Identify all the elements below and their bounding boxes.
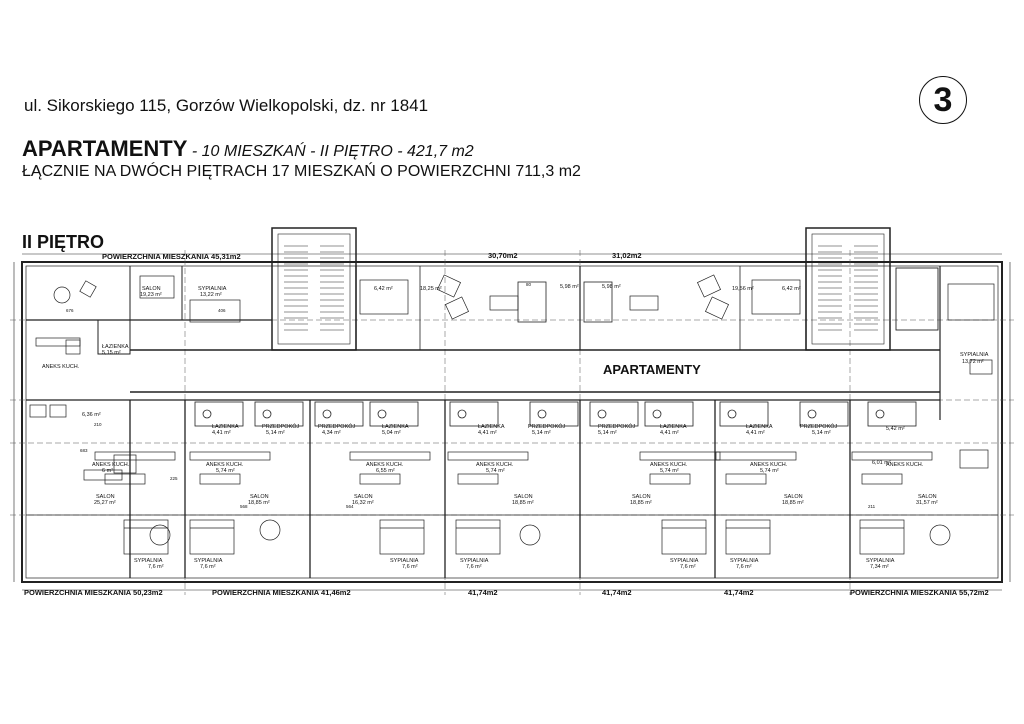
kitchen-counter (716, 452, 796, 460)
room-area: 6,42 m² (782, 286, 801, 292)
room-label: ANEKS KUCH. (92, 462, 130, 468)
room-area: 6,01 m² (872, 460, 891, 466)
area-label-bottom-2: POWIERZCHNIA MIESZKANIA 41,46m2 (212, 588, 351, 597)
dimension-label: 80 (526, 282, 532, 287)
room-label: SALON (142, 286, 161, 292)
room-area: 7,6 m² (148, 564, 164, 570)
kitchen-counter (852, 452, 932, 460)
area-label-top-center-left: 30,70m2 (488, 251, 518, 260)
room-area: 5,74 m² (216, 468, 235, 474)
room-label: SALON (632, 494, 651, 500)
bathroom-fixtures (315, 402, 363, 426)
room-area: 19,23 m² (140, 292, 162, 298)
room-area: 6,42 m² (374, 286, 393, 292)
room-label: ŁAZIENKA (212, 424, 239, 430)
bed (456, 520, 500, 554)
room-area: 4,41 m² (478, 430, 497, 436)
room-label: SYPIALNIA (134, 558, 163, 564)
bathroom-fixtures (720, 402, 768, 426)
room-area: 18,85 m² (248, 500, 270, 506)
room-area: 7,34 m² (870, 564, 889, 570)
room-area: 6 m² (102, 468, 113, 474)
dimension-label: 676 (66, 308, 74, 313)
room-area: 5,14 m² (532, 430, 551, 436)
room-label: ANEKS KUCH. (366, 462, 404, 468)
room-area: 7,6 m² (466, 564, 482, 570)
room-area: 18,85 m² (782, 500, 804, 506)
room-label: SALON (96, 494, 115, 500)
room-area: 5,98 m² (602, 284, 621, 290)
room-label: SYPIALNIA (194, 558, 223, 564)
kitchen-table (862, 474, 902, 484)
room-label: SALON (918, 494, 937, 500)
dimension-label: 406 (218, 308, 226, 313)
room-area: 4,34 m² (322, 430, 341, 436)
room-label: ŁAZIENKA (660, 424, 687, 430)
bathroom-fixtures (370, 402, 418, 426)
toilet (598, 410, 606, 418)
room-area: 5,15 m² (102, 350, 121, 356)
room-label: SALON (514, 494, 533, 500)
room-area: 5,74 m² (486, 468, 505, 474)
room-label: ŁAZIENKA (382, 424, 409, 430)
toilet (323, 410, 331, 418)
bed (726, 520, 770, 554)
dimension-label: 683 (80, 448, 88, 453)
floor-label: II PIĘTRO (22, 232, 105, 252)
toilet (876, 410, 884, 418)
kitchen-table (650, 474, 690, 484)
room-area: 7,6 m² (402, 564, 418, 570)
area-label-top-left: POWIERZCHNIA MIESZKANIA 45,31m2 (102, 252, 241, 261)
room-label: ŁAZIENKA (478, 424, 505, 430)
room-label: SYPIALNIA (730, 558, 759, 564)
kitchen-table (360, 474, 400, 484)
room-area: 5,98 m² (560, 284, 579, 290)
room-area: 13,22 m² (200, 292, 222, 298)
room-area: 18,25 m² (420, 286, 442, 292)
bathroom-fixtures (450, 402, 498, 426)
kitchen-counter (350, 452, 430, 460)
title-details: - 10 MIESZKAŃ - II PIĘTRO - 421,7 m2 (187, 143, 474, 160)
bathroom-fixtures (590, 402, 638, 426)
room-label: SYPIALNIA (960, 352, 989, 358)
address: ul. Sikorskiego 115, Gorzów Wielkopolski, dz. nr 1841 (24, 96, 429, 115)
toilet (808, 410, 816, 418)
room-label: ANEKS KUCH. (650, 462, 688, 468)
total-summary: ŁĄCZNIE NA DWÓCH PIĘTRACH 17 MIESZKAŃ O POWIERZCHNI 711,3 m2 (22, 163, 581, 180)
room-label: ANEKS KUCH. (750, 462, 788, 468)
room-area: 4,41 m² (212, 430, 231, 436)
room-label: ŁAZIENKA (102, 344, 129, 350)
kitchen-table (726, 474, 766, 484)
kitchen-counter (448, 452, 528, 460)
bed (190, 520, 234, 554)
room-area: 5,14 m² (598, 430, 617, 436)
title-main: APARTAMENTY (22, 136, 188, 161)
kitchen-counter (95, 452, 175, 460)
room-label: PRZEDPOKÓJ (800, 424, 838, 430)
room-label: SALON (250, 494, 269, 500)
room-area: 7,6 m² (200, 564, 216, 570)
room-area: 5,74 m² (660, 468, 679, 474)
room-label: ANEKS KUCH. (42, 364, 80, 370)
toilet (203, 410, 211, 418)
room-area: 6,55 m² (376, 468, 395, 474)
toilet (458, 410, 466, 418)
room-area: 5,14 m² (266, 430, 285, 436)
bed (860, 520, 904, 554)
room-label: PRZEDPOKÓJ (262, 424, 300, 430)
dimension-label: 210 (94, 422, 102, 427)
bed (662, 520, 706, 554)
toilet (263, 410, 271, 418)
toilet (378, 410, 386, 418)
room-label: PRZEDPOKÓJ (598, 424, 636, 430)
room-label: SYPIALNIA (198, 286, 227, 292)
room-label: SYPIALNIA (390, 558, 419, 564)
dimension-label: 564 (346, 504, 354, 509)
stair-tower-left (272, 228, 356, 350)
room-label: SALON (784, 494, 803, 500)
room-area: 4,41 m² (660, 430, 679, 436)
room-area: 7,6 m² (736, 564, 752, 570)
room-area: 5,42 m² (886, 426, 905, 432)
dimension-label: 568 (240, 504, 248, 509)
room-area: 18,85 m² (630, 500, 652, 506)
room-label: PRZEDPOKÓJ (528, 424, 566, 430)
stair-tower-right (806, 228, 890, 350)
corridor-label: APARTAMENTY (603, 362, 701, 377)
room-label: SYPIALNIA (670, 558, 699, 564)
area-label-bottom-4: 41,74m2 (602, 588, 632, 597)
room-label: ANEKS KUCH. (886, 462, 924, 468)
sheet-number-badge: 3 (919, 76, 967, 124)
room-label: PRZEDPOKÓJ (318, 424, 356, 430)
room-area: 5,74 m² (760, 468, 779, 474)
bathroom-fixtures (868, 402, 916, 426)
area-label-bottom-3: 41,74m2 (468, 588, 498, 597)
kitchen-table (200, 474, 240, 484)
area-label-bottom-1: POWIERZCHNIA MIESZKANIA 50,23m2 (24, 588, 163, 597)
bed (380, 520, 424, 554)
kitchen-table (105, 474, 145, 484)
room-area: 4,41 m² (746, 430, 765, 436)
bathroom-fixtures (255, 402, 303, 426)
kitchen-counter (640, 452, 720, 460)
room-area: 16,32 m² (352, 500, 374, 506)
room-label: SALON (354, 494, 373, 500)
room-label: SYPIALNIA (460, 558, 489, 564)
dimension-label: 211 (868, 504, 876, 509)
room-area: 31,57 m² (916, 500, 938, 506)
area-label-bottom-6: POWIERZCHNIA MIESZKANIA 55,72m2 (850, 588, 989, 597)
room-area: 7,6 m² (680, 564, 696, 570)
room-area: 13,72 m² (962, 359, 984, 365)
room-area: 19,56 m² (732, 286, 754, 292)
room-label: ANEKS KUCH. (206, 462, 244, 468)
bathroom-fixtures (645, 402, 693, 426)
area-label-bottom-5: 41,74m2 (724, 588, 754, 597)
room-label: SYPIALNIA (866, 558, 895, 564)
toilet (538, 410, 546, 418)
toilet (728, 410, 736, 418)
bathroom-fixtures (530, 402, 578, 426)
bathroom-fixtures (195, 402, 243, 426)
room-area: 25,27 m² (94, 500, 116, 506)
kitchen-table (458, 474, 498, 484)
room-area: 6,36 m² (82, 412, 101, 418)
dimension-label: 225 (170, 476, 178, 481)
area-label-top-center-right: 31,02m2 (612, 251, 642, 260)
room-label: ANEKS KUCH. (476, 462, 514, 468)
bathroom-fixtures (800, 402, 848, 426)
toilet (653, 410, 661, 418)
room-area: 5,14 m² (812, 430, 831, 436)
room-label: ŁAZIENKA (746, 424, 773, 430)
kitchen-counter (190, 452, 270, 460)
room-area: 18,85 m² (512, 500, 534, 506)
room-area: 5,04 m² (382, 430, 401, 436)
